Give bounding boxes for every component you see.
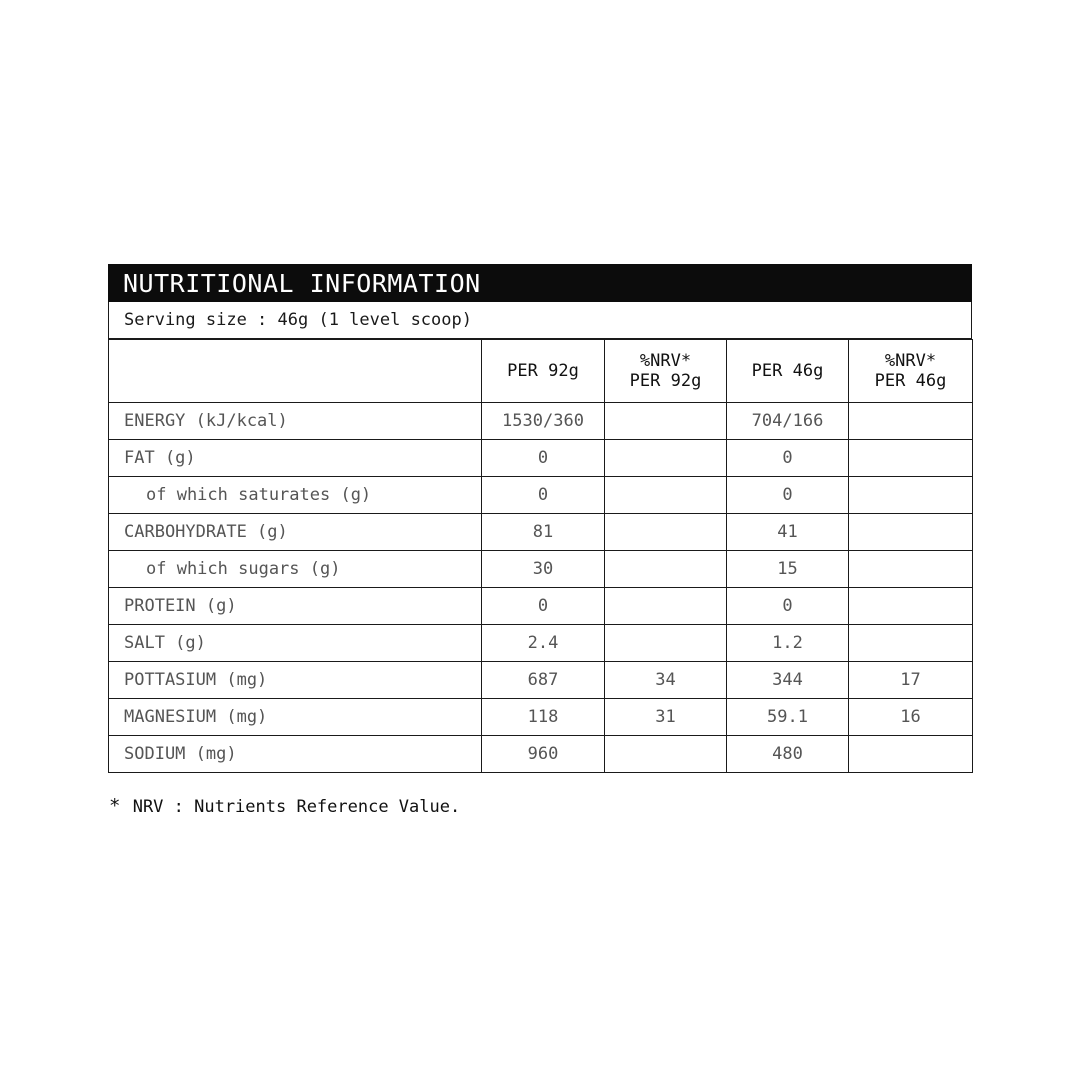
nutrient-value-nrv46 <box>849 625 973 662</box>
nutrient-value-nrv46 <box>849 440 973 477</box>
table-row <box>109 477 973 514</box>
nutrient-value-nrv46: 16 <box>849 699 973 736</box>
nutrient-value-per46: 0 <box>727 477 849 514</box>
nutrition-panel <box>108 264 972 773</box>
nutrient-value-per46: 1.2 <box>727 625 849 662</box>
nutrient-value-per92: 30 <box>482 551 605 588</box>
nutrient-value-per46: 15 <box>727 551 849 588</box>
column-header: PER 92g <box>482 340 605 403</box>
table-row <box>109 662 973 699</box>
nutrient-value-nrv46 <box>849 588 973 625</box>
nutrient-value-per46: 41 <box>727 514 849 551</box>
nutrient-value-nrv92: 31 <box>605 699 727 736</box>
nutrition-table <box>108 339 973 773</box>
nutrient-label: SODIUM (mg) <box>109 736 482 773</box>
nutrient-label: of which sugars (g) <box>109 551 482 588</box>
nutrient-value-nrv92 <box>605 588 727 625</box>
nutrient-value-nrv46 <box>849 736 973 773</box>
nutrient-value-nrv92 <box>605 551 727 588</box>
nutrient-value-per92: 0 <box>482 477 605 514</box>
nutrient-value-nrv92 <box>605 736 727 773</box>
table-row <box>109 403 973 440</box>
table-row <box>109 514 973 551</box>
nutrient-value-nrv92 <box>605 514 727 551</box>
nutrient-value-per46: 0 <box>727 440 849 477</box>
table-row <box>109 440 973 477</box>
nutrient-label: POTTASIUM (mg) <box>109 662 482 699</box>
serving-size: Serving size : 46g (1 level scoop) <box>108 302 972 339</box>
nutrient-value-per92: 0 <box>482 588 605 625</box>
nutrient-value-nrv92 <box>605 477 727 514</box>
nutrient-value-per92: 81 <box>482 514 605 551</box>
column-header: %NRV* PER 46g <box>849 340 973 403</box>
nutrient-label: FAT (g) <box>109 440 482 477</box>
footnote <box>109 795 460 817</box>
panel-title: NUTRITIONAL INFORMATION <box>108 264 972 302</box>
nutrient-value-nrv92 <box>605 403 727 440</box>
nutrient-value-nrv46: 17 <box>849 662 973 699</box>
footnote-text: NRV : Nutrients Reference Value. <box>132 797 461 817</box>
nutrient-value-per92: 687 <box>482 662 605 699</box>
nutrient-label: SALT (g) <box>109 625 482 662</box>
nutrient-value-nrv46 <box>849 551 973 588</box>
footnote-star: * <box>109 795 121 817</box>
nutrient-value-per92: 2.4 <box>482 625 605 662</box>
table-row <box>109 699 973 736</box>
nutrient-value-per46: 704/166 <box>727 403 849 440</box>
nutrient-value-per92: 1530/360 <box>482 403 605 440</box>
table-row <box>109 625 973 662</box>
nutrient-value-per46: 59.1 <box>727 699 849 736</box>
nutrient-value-nrv46 <box>849 477 973 514</box>
nutrient-value-per92: 118 <box>482 699 605 736</box>
nutrient-value-nrv46 <box>849 514 973 551</box>
nutrient-value-per46: 0 <box>727 588 849 625</box>
nutrient-value-nrv92 <box>605 625 727 662</box>
nutrient-value-per46: 480 <box>727 736 849 773</box>
nutrient-value-nrv92 <box>605 440 727 477</box>
nutrient-label: PROTEIN (g) <box>109 588 482 625</box>
table-header-row <box>109 340 973 403</box>
nutrient-label: CARBOHYDRATE (g) <box>109 514 482 551</box>
nutrient-value-nrv46 <box>849 403 973 440</box>
nutrient-label: MAGNESIUM (mg) <box>109 699 482 736</box>
nutrient-value-nrv92: 34 <box>605 662 727 699</box>
nutrient-value-per92: 960 <box>482 736 605 773</box>
table-row <box>109 551 973 588</box>
column-header: PER 46g <box>727 340 849 403</box>
column-header <box>109 340 482 403</box>
nutrient-label: ENERGY (kJ/kcal) <box>109 403 482 440</box>
table-row <box>109 588 973 625</box>
nutrient-value-per46: 344 <box>727 662 849 699</box>
nutrient-value-per92: 0 <box>482 440 605 477</box>
column-header: %NRV* PER 92g <box>605 340 727 403</box>
nutrient-label: of which saturates (g) <box>109 477 482 514</box>
table-body <box>109 403 973 773</box>
table-row <box>109 736 973 773</box>
